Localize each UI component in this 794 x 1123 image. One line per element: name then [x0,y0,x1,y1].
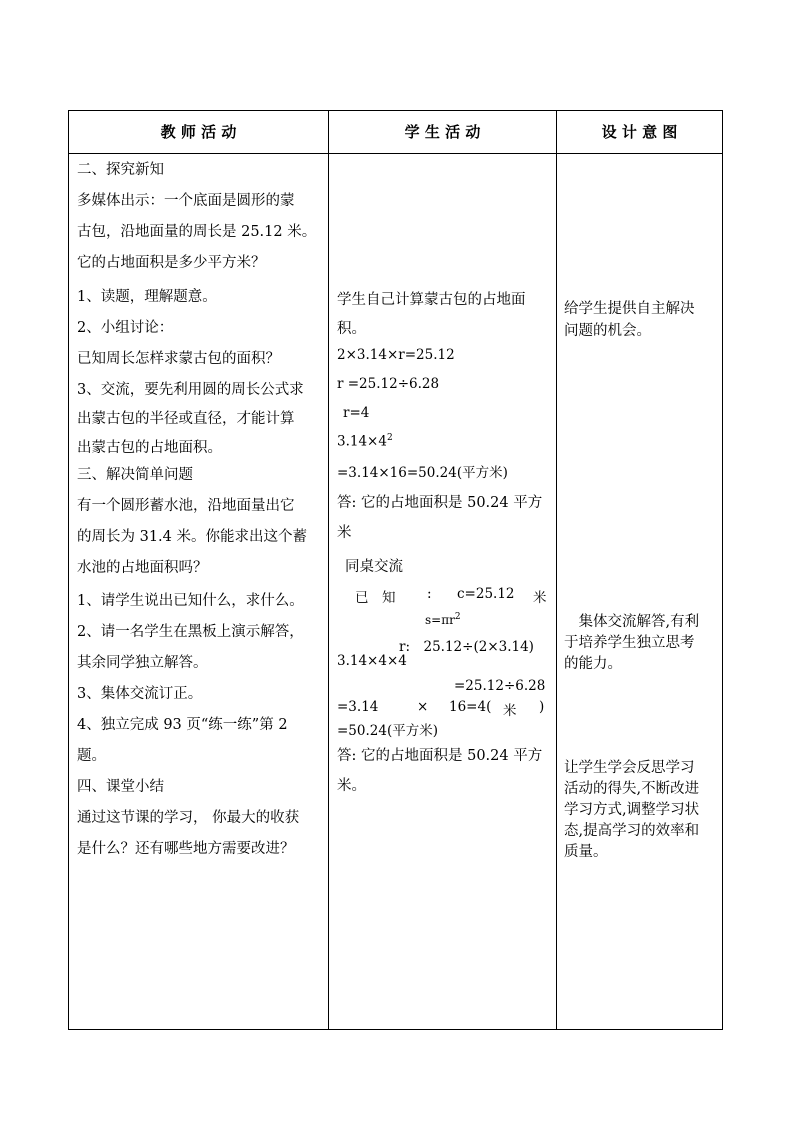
teacher-line: 1、读题，理解题意。 [77,289,217,305]
column-divider [556,111,557,1029]
student-line: 米。 [337,778,366,794]
student-line: =3.14×16=50.24(平方米) [337,465,508,481]
student-line: 答: 它的占地面积是 50.24 平方 [337,748,543,764]
teacher-line: 已知周长怎样求蒙古包的面积？ [77,351,280,367]
teacher-line: 3、交流，要先利用圆的周长公式求 [77,382,304,398]
formula-text: =50.24(平方米) [337,723,438,739]
formula-text: 3.14×4 [337,433,387,450]
header-teacher-activity: 教 师 活 动 [160,123,237,141]
teacher-line: 三、解决简单问题 [77,467,193,483]
formula-text [425,612,461,627]
student-line: r =25.12÷6.28 [337,376,440,392]
formula-text: c=25.12 [457,586,515,602]
formula-text: r: 25.12÷(2×3.14) [399,639,534,655]
design-line: 让学生学会反思学习 [564,760,695,776]
student-line: r=4 [343,405,370,421]
design-line: 于培养学生独立思考 [564,635,695,651]
student-line: 答: 它的占地面积是 50.24 平方 [337,495,543,511]
formula-text: ) [539,699,545,715]
design-line: 给学生提供自主解决 [564,301,695,317]
teacher-line: 题。 [77,748,106,764]
formula-text: 16=4( [449,699,492,715]
teacher-line: 有一个圆形蓄水池，沿地面量出它 [77,498,295,514]
teacher-line: 3、集体交流订正。 [77,686,203,702]
design-line: 态,提高学习的效率和 [564,823,700,839]
student-line: 米 [337,525,352,541]
teacher-line: 四、课堂小结 [77,779,164,795]
header-divider [69,153,722,154]
teacher-line: 通过这节课的学习， 你最大的收获 [77,810,300,826]
design-line: 质量。 [564,844,608,860]
teacher-line: 二、探究新知 [77,162,164,178]
teacher-line: 多媒体出示：一个底面是圆形的蒙 [77,193,295,209]
header-design-intent: 设 计 意 图 [601,123,678,141]
formula-text: =25.12÷6.28 [454,678,546,694]
design-line: 的能力。 [564,656,622,672]
formula-text: 已 知 [355,590,396,606]
formula-text: s=πr [425,613,455,627]
student-line: 2×3.14×r=25.12 [337,347,455,363]
teacher-line: 2、请一名学生在黑板上演示解答， [77,624,304,640]
teacher-line: 它的占地面积是多少平方米？ [77,255,266,271]
student-line [337,433,393,450]
lesson-plan-table [68,110,723,1030]
exponent: 2 [454,612,461,622]
header-student-activity: 学 生 活 动 [404,123,481,141]
design-line: 问题的机会。 [564,323,651,339]
teacher-line: 2、小组讨论： [77,320,174,336]
formula-text: =3.14 [337,699,379,715]
teacher-line: 水池的占地面积吗？ [77,560,208,576]
exponent: 2 [386,433,393,443]
design-line: 活动的得失,不断改进 [564,781,700,797]
teacher-line: 是什么？还有哪些地方需要改进？ [77,841,295,857]
teacher-line: 1、请学生说出已知什么，求什么。 [77,593,304,609]
design-line: 学习方式,调整学习状 [564,802,700,818]
student-line: 学生自己计算蒙古包的占地面 [337,292,526,308]
formula-text: 3.14×4×4 [337,653,407,669]
teacher-line: 出蒙古包的半径或直径，才能计算 [77,411,295,427]
formula-text: 米 [503,703,517,719]
column-divider [328,111,329,1029]
teacher-line: 其余同学独立解答。 [77,655,208,671]
formula-text: × [417,699,429,715]
design-line: 集体交流解答,有利 [564,614,700,630]
teacher-line: 4、独立完成 93 页“练一练”第 2 [77,717,288,733]
formula-text: : [427,586,432,602]
formula-text: 米 [533,590,547,606]
teacher-line: 出蒙古包的占地面积。 [77,440,222,456]
teacher-line: 古包，沿地面量的周长是 25.12 米。 [77,224,317,240]
student-line: 同桌交流 [345,559,403,575]
student-line: 积。 [337,321,366,337]
teacher-line: 的周长为 31.4 米。你能求出这个蓄 [77,529,308,545]
